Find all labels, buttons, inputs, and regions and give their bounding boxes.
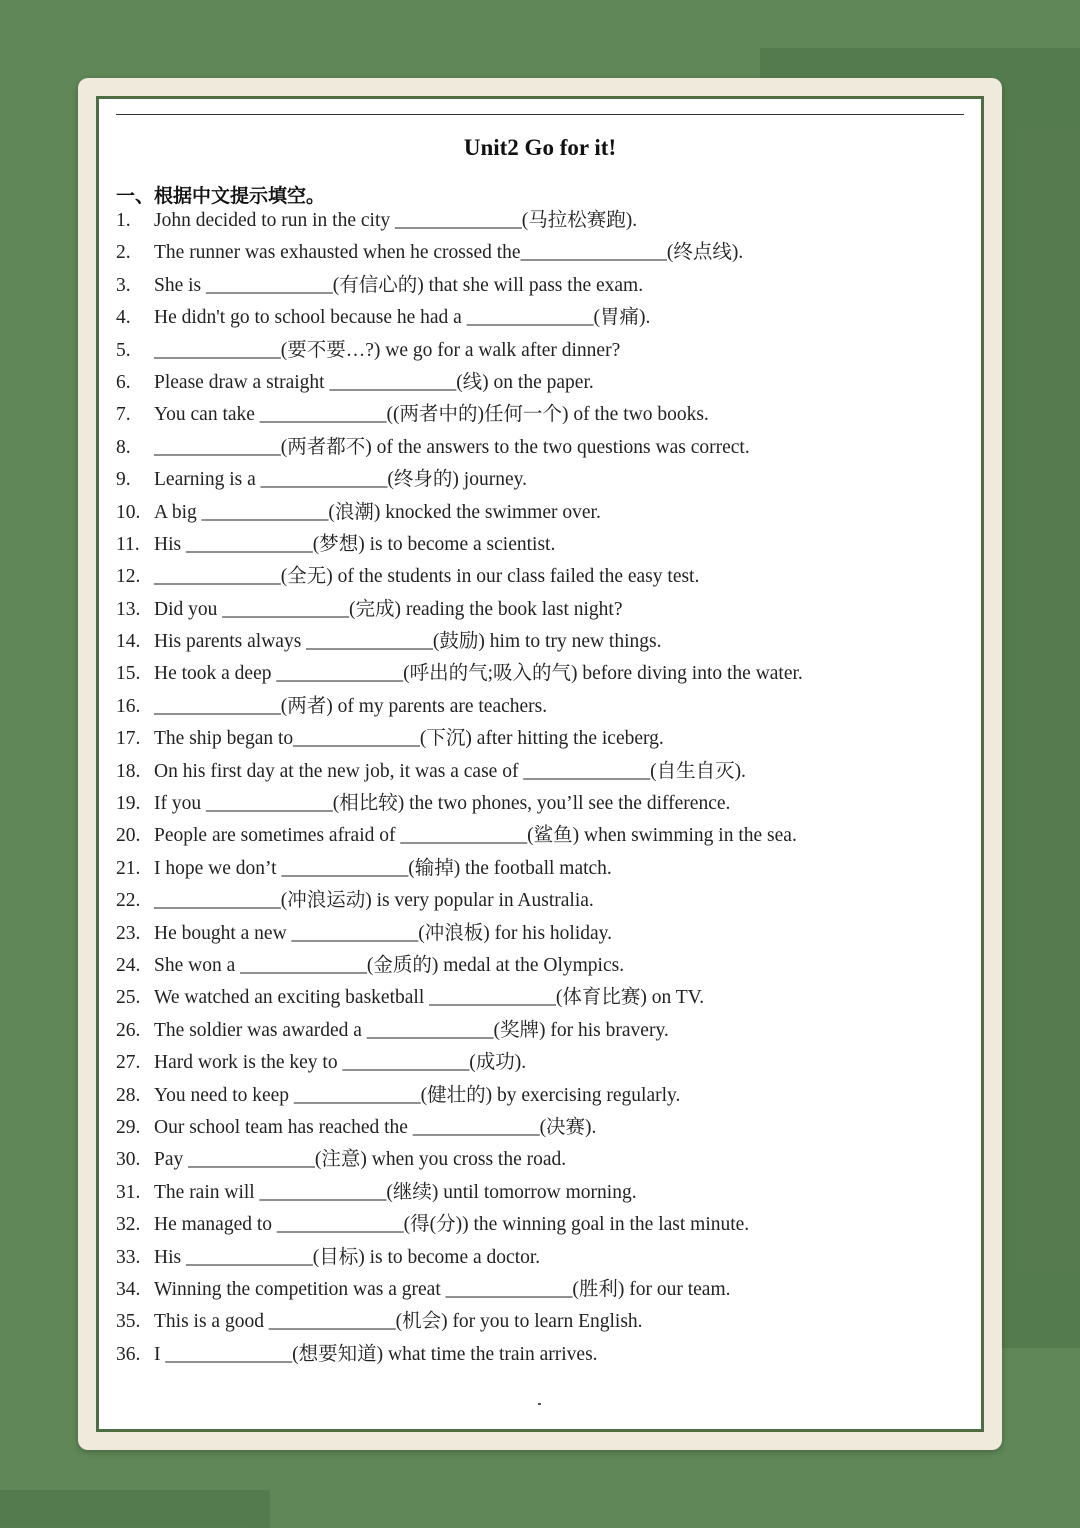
exercise-item — [116, 1242, 956, 1274]
item-number: 1. — [116, 210, 131, 231]
item-text: The rain will _____________(继续) until tomorrow morning. — [154, 1181, 637, 1203]
background-shade — [0, 1490, 270, 1528]
item-number: 10. — [116, 501, 141, 523]
item-text: I _____________(想要知道) what time the train arrives. — [154, 1343, 598, 1365]
item-number: 11. — [116, 533, 140, 555]
item-text: The runner was exhausted when he crossed the_______________(终点线). — [154, 242, 744, 264]
item-text: He took a deep _____________(呼出的气;吸入的气) before diving into the water. — [154, 663, 803, 685]
item-text: If you _____________(相比较) the two phones, you’ll see the difference. — [154, 793, 731, 815]
item-number: 26. — [116, 1019, 141, 1041]
item-text: John decided to run in the city _____________(马拉松赛跑). — [154, 210, 638, 231]
item-text: The ship began to_____________(下沉) after hitting the iceberg. — [154, 728, 664, 750]
header-rule — [116, 114, 964, 115]
item-number: 17. — [116, 728, 141, 750]
exercise-item — [116, 464, 956, 496]
exercise-item — [116, 497, 956, 529]
item-text: I hope we don’t _____________(输掉) the football match. — [154, 857, 612, 879]
exercise-item — [116, 1080, 956, 1112]
item-number: 7. — [116, 404, 131, 426]
item-number: 4. — [116, 307, 131, 329]
item-text: A big _____________(浪潮) knocked the swimmer over. — [154, 501, 601, 523]
exercise-item — [116, 367, 956, 399]
item-number: 36. — [116, 1343, 141, 1365]
item-text: He bought a new _____________(冲浪板) for his holiday. — [154, 922, 613, 944]
exercise-item — [116, 529, 956, 561]
exercise-list — [116, 205, 956, 1371]
item-text: You can take _____________((两者中的)任何一个) of the two books. — [154, 404, 709, 426]
exercise-item — [116, 1306, 956, 1338]
item-text: We watched an exciting basketball _____________(体育比赛) on TV. — [154, 987, 705, 1009]
exercise-item — [116, 1144, 956, 1176]
exercise-item — [116, 1274, 956, 1306]
item-text: On his first day at the new job, it was a case of _____________(自生自灭). — [154, 760, 746, 782]
item-number: 33. — [116, 1246, 141, 1268]
item-number: 18. — [116, 760, 141, 782]
item-number: 3. — [116, 274, 131, 296]
item-text: _____________(冲浪运动) is very popular in Australia. — [154, 890, 594, 912]
exercise-item — [116, 756, 956, 788]
item-number: 2. — [116, 242, 131, 264]
item-number: 24. — [116, 954, 141, 976]
exercise-item — [116, 561, 956, 593]
worksheet-frame — [96, 96, 984, 1432]
exercise-item — [116, 1047, 956, 1079]
exercise-item — [116, 918, 956, 950]
item-number: 19. — [116, 793, 141, 815]
item-text: Did you _____________(完成) reading the book last night? — [154, 598, 623, 620]
item-text: Pay _____________(注意) when you cross the road. — [154, 1149, 567, 1171]
item-number: 23. — [116, 922, 141, 944]
exercise-item — [116, 432, 956, 464]
exercise-item — [116, 205, 956, 237]
item-number: 35. — [116, 1311, 141, 1333]
item-number: 20. — [116, 825, 141, 847]
item-text: Our school team has reached the _____________(决赛). — [154, 1116, 597, 1138]
exercise-item — [116, 335, 956, 367]
item-number: 32. — [116, 1214, 141, 1236]
exercise-item — [116, 1209, 956, 1241]
item-number: 29. — [116, 1116, 141, 1138]
item-number: 25. — [116, 987, 141, 1009]
item-number: 30. — [116, 1149, 141, 1171]
exercise-item — [116, 1112, 956, 1144]
item-number: 5. — [116, 339, 131, 361]
page-mark — [538, 1403, 541, 1405]
item-number: 14. — [116, 631, 141, 653]
exercise-item — [116, 982, 956, 1014]
exercise-item — [116, 723, 956, 755]
exercise-item — [116, 950, 956, 982]
section-heading: 一、根据中文提示填空。 — [116, 185, 326, 207]
item-text: The soldier was awarded a _____________(奖牌) for his bravery. — [154, 1019, 669, 1041]
item-number: 12. — [116, 566, 141, 588]
item-number: 22. — [116, 890, 141, 912]
item-text: He managed to _____________(得(分)) the winning goal in the last minute. — [154, 1214, 750, 1236]
exercise-item — [116, 885, 956, 917]
exercise-item — [116, 270, 956, 302]
item-text: She is _____________(有信心的) that she will pass the exam. — [154, 274, 644, 296]
item-text: His parents always _____________(鼓励) him to try new things. — [154, 631, 662, 653]
item-number: 27. — [116, 1052, 141, 1074]
exercise-item — [116, 626, 956, 658]
exercise-item — [116, 594, 956, 626]
item-number: 9. — [116, 469, 131, 491]
item-number: 34. — [116, 1278, 141, 1300]
item-number: 8. — [116, 436, 131, 458]
exercise-item — [116, 853, 956, 885]
item-number: 21. — [116, 857, 141, 879]
item-text: He didn't go to school because he had a _____________(胃痛). — [154, 307, 651, 329]
exercise-item — [116, 399, 956, 431]
exercise-item — [116, 1177, 956, 1209]
item-number: 13. — [116, 598, 141, 620]
exercise-item — [116, 820, 956, 852]
item-text: You need to keep _____________(健壮的) by exercising regularly. — [154, 1084, 681, 1106]
item-text: _____________(全无) of the students in our class failed the easy test. — [154, 566, 700, 588]
exercise-item — [116, 302, 956, 334]
item-number: 16. — [116, 695, 141, 717]
worksheet-card — [78, 78, 1002, 1450]
item-text: His _____________(目标) is to become a doctor. — [154, 1246, 541, 1268]
exercise-item — [116, 1015, 956, 1047]
item-text: Winning the competition was a great _____________(胜利) for our team. — [154, 1278, 731, 1300]
item-text: Hard work is the key to _____________(成功). — [154, 1052, 527, 1074]
item-number: 28. — [116, 1084, 141, 1106]
item-number: 31. — [116, 1181, 141, 1203]
exercise-item — [116, 658, 956, 690]
item-text: Learning is a _____________(终身的) journey. — [154, 469, 527, 491]
item-text: This is a good _____________(机会) for you to learn English. — [154, 1311, 643, 1333]
item-text: _____________(要不要…?) we go for a walk after dinner? — [154, 339, 621, 361]
item-number: 15. — [116, 663, 141, 685]
exercise-item — [116, 691, 956, 723]
exercise-item — [116, 1339, 956, 1371]
item-number: 6. — [116, 371, 131, 393]
item-text: Please draw a straight _____________(线) on the paper. — [154, 371, 594, 393]
exercise-item — [116, 237, 956, 269]
item-text: She won a _____________(金质的) medal at the Olympics. — [154, 954, 625, 976]
item-text: People are sometimes afraid of _____________(鲨鱼) when swimming in the sea. — [154, 825, 797, 847]
item-text: _____________(两者) of my parents are teachers. — [154, 695, 548, 717]
item-text: _____________(两者都不) of the answers to the two questions was correct. — [154, 436, 750, 458]
item-text: His _____________(梦想) is to become a scientist. — [154, 533, 556, 555]
exercise-item — [116, 788, 956, 820]
page-title: Unit2 Go for it! — [463, 135, 617, 160]
